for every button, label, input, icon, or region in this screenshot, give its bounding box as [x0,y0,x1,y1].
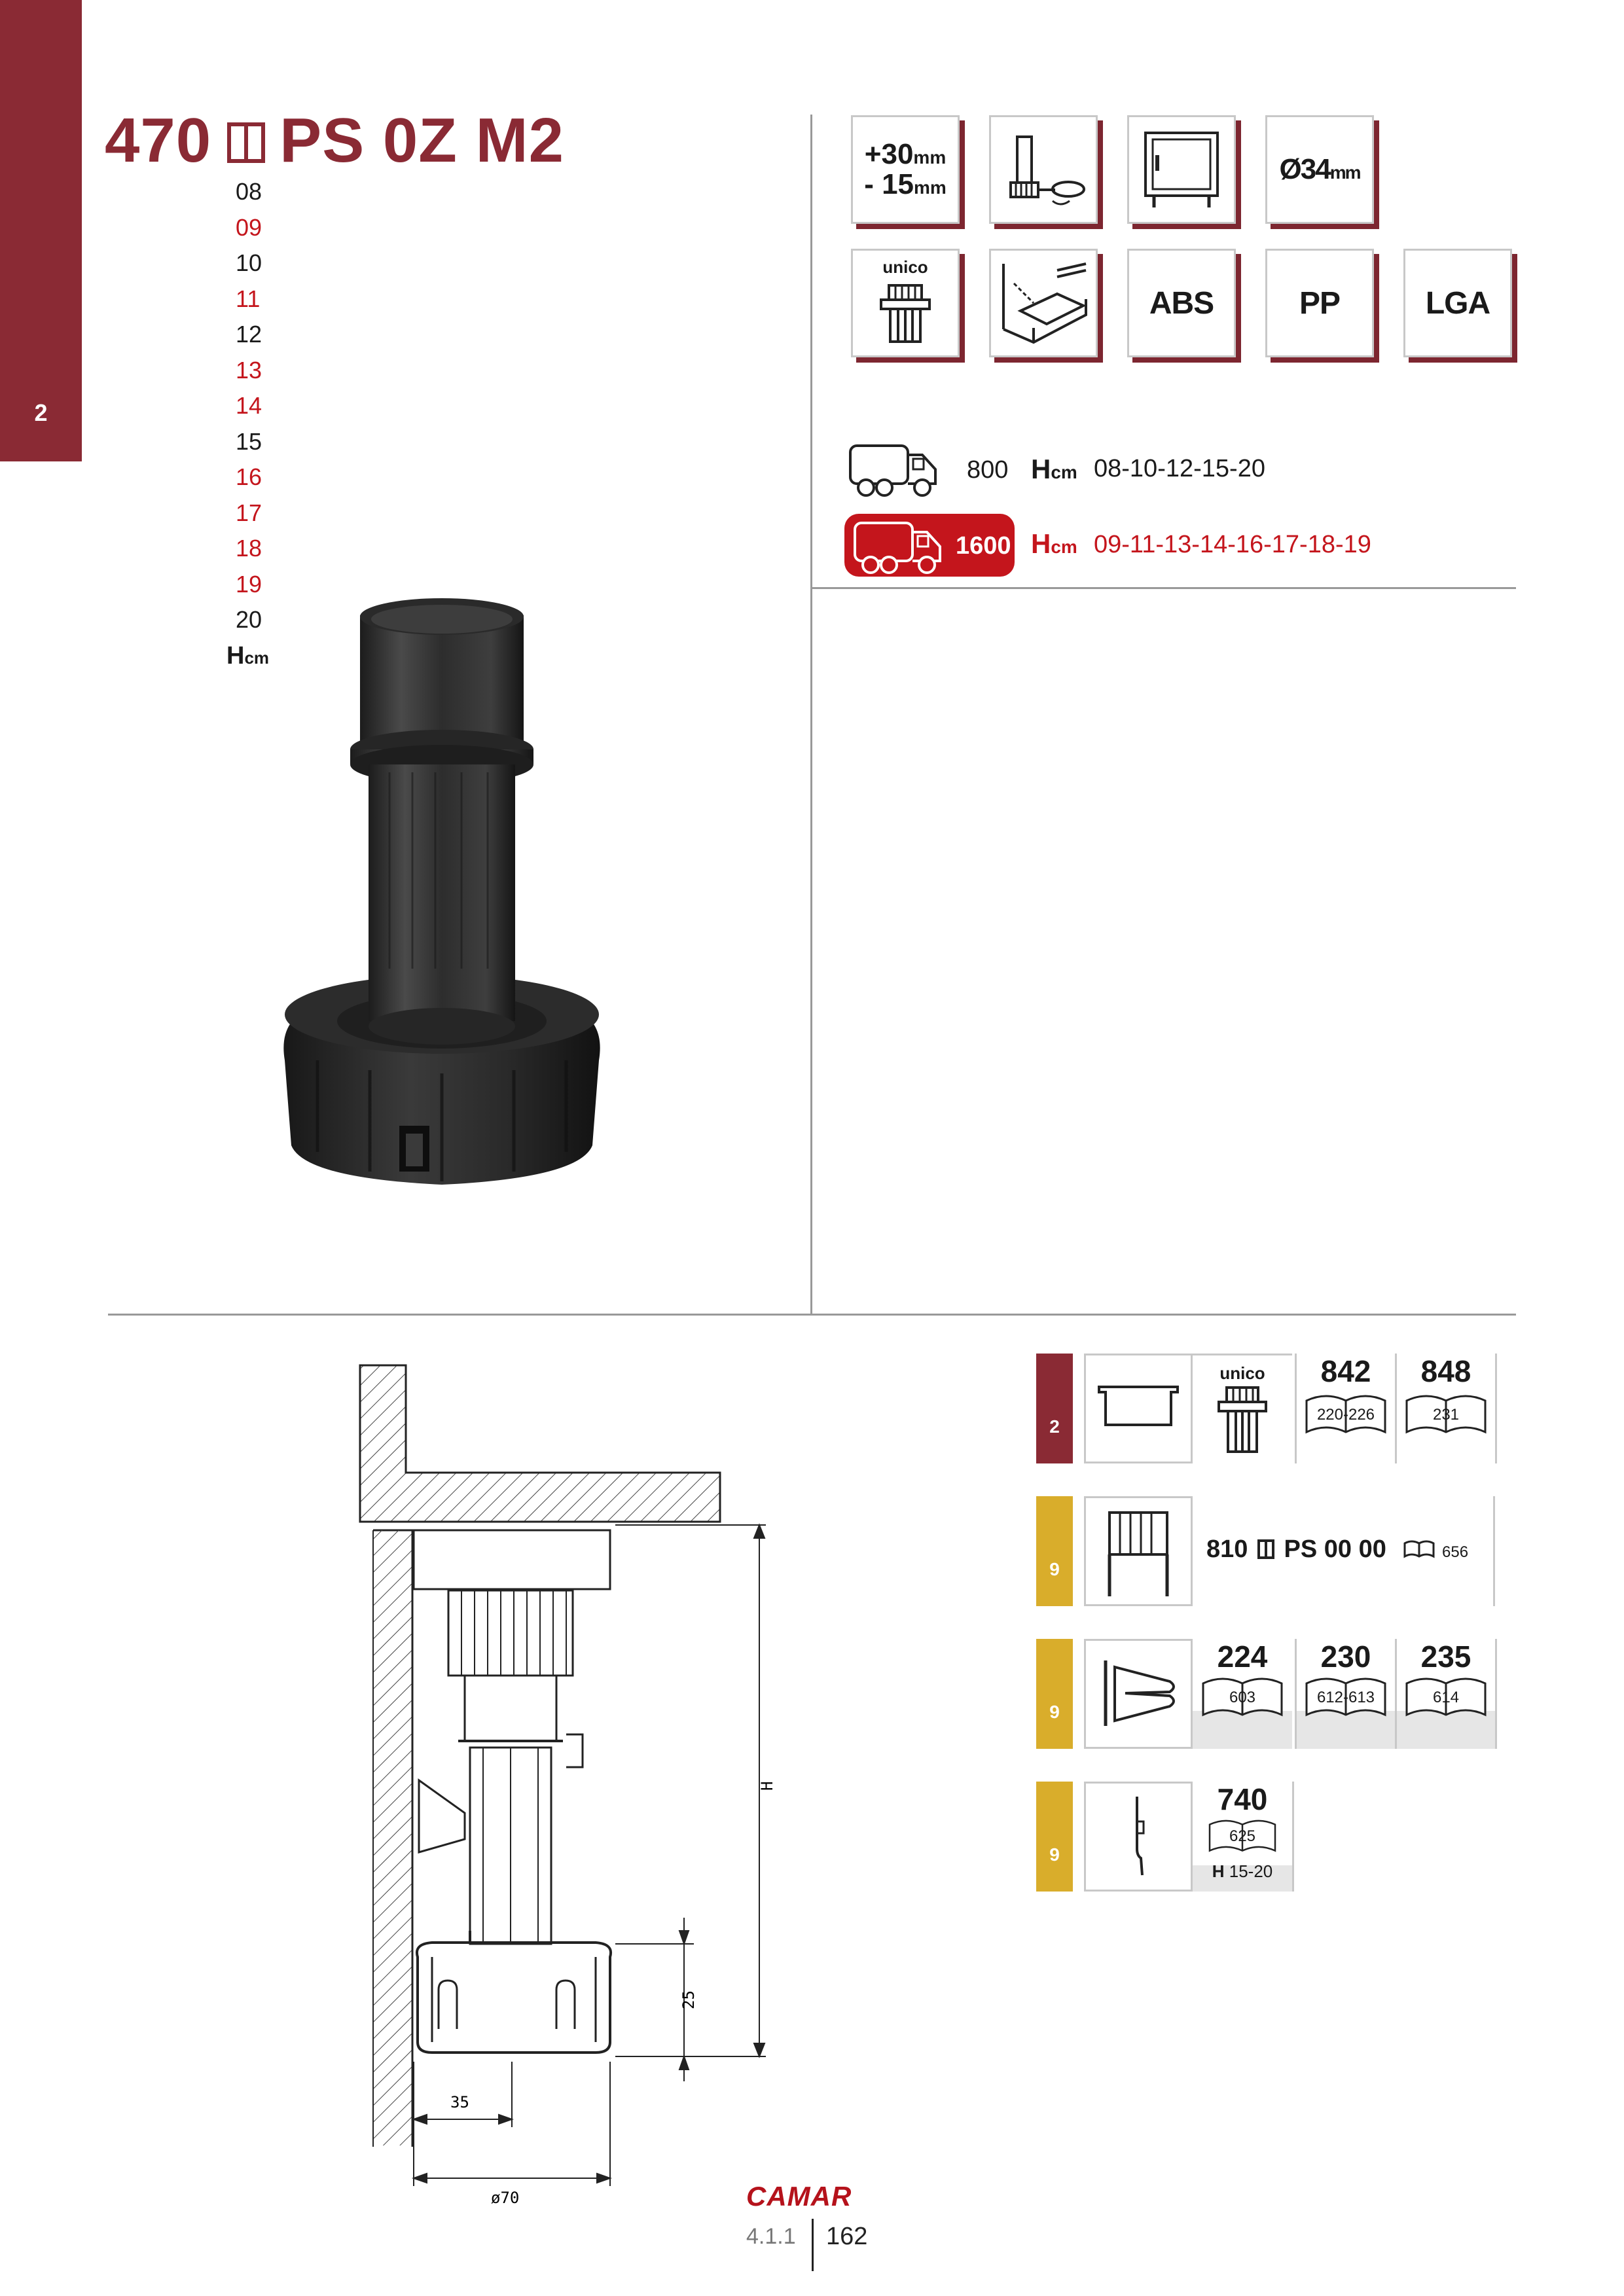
height-item: 13 [236,356,262,384]
truck-icon [852,519,944,578]
height-item: 11 [236,285,261,312]
section-number: 4.1.1 [746,2224,796,2249]
plinth-drawer-icon [994,257,1092,349]
title-prefix: 470 [105,105,212,175]
product-title [105,105,564,177]
height-item: 19 [236,570,262,598]
height-list [226,174,314,673]
height-unit: Hcm [226,641,270,670]
accessory-ref-230: 230 612-613 [1295,1639,1395,1749]
unico-clip-icon [1193,1384,1292,1462]
catalog-book-icon: 603 [1199,1674,1286,1721]
side-tab [0,0,82,461]
height-item: 14 [236,392,262,419]
category-tab: 9 [1036,1782,1073,1892]
catalog-book-icon: 625 [1199,1817,1286,1856]
badge-screwdriver-adjust [989,115,1098,224]
height-item: 20 [236,606,262,633]
badge-material-lga: LGA [1403,249,1512,357]
accessory-unico: unico [1193,1354,1292,1465]
height-note: H 15-20 [1212,1861,1273,1881]
double-box-icon [1257,1539,1274,1559]
accessory-ref-848: 848 231 [1395,1354,1497,1463]
catalog-book-icon: 231 [1403,1391,1489,1439]
category-tab: 9 [1036,1639,1073,1749]
horizontal-divider-top [810,587,1516,589]
unico-clip-icon [876,280,935,346]
badge-material-pp: PP [1265,249,1374,357]
height-item: 17 [236,499,262,526]
accessory-ref-235: 235 614 [1395,1639,1497,1749]
dim-35-label: 35 [450,2093,469,2111]
badge-diameter: Ø34mm [1265,115,1374,224]
horizontal-divider-mid [108,1314,1516,1316]
category-tab: 9 [1036,1496,1073,1606]
double-box-icon [227,122,265,163]
height-item: 08 [236,178,262,205]
shipping-qty: 1600 [956,532,1011,560]
category-tab: 2 [1036,1354,1073,1463]
height-item: 10 [236,249,262,276]
camar-logo: CAMAR [746,2181,852,2212]
badge-material-abs: ABS [1127,249,1236,357]
accessory-row-2 [1036,1496,1521,1606]
catalog-book-icon [1403,1539,1435,1559]
accessory-row-3 [1036,1639,1521,1749]
shipping-sizes: 09-11-13-14-16-17-18-19 [1094,531,1371,558]
shipping-h-label: Hcm [1031,528,1077,559]
accessory-image-plinth-seal [1084,1782,1193,1892]
height-item: 09 [236,213,262,241]
accessory-row-1 [1036,1354,1521,1463]
catalog-book-icon: 612-613 [1303,1674,1389,1721]
shipping-qty: 800 [967,456,1009,484]
shipping-h-label: Hcm [1031,454,1077,484]
dim-h-label: H [758,1781,776,1791]
height-item: 18 [236,535,262,562]
shipping-sizes: 08-10-12-15-20 [1094,455,1265,482]
badge-adjustment-range: +30mm - 15mm [851,115,960,224]
vertical-divider [810,115,812,1316]
dim-70-label: ø70 [491,2189,520,2207]
truck-icon [848,442,939,501]
side-tab-number: 2 [34,399,48,426]
badge-plinth [989,249,1098,357]
appliance-cabinet-icon [1136,124,1227,215]
screwdriver-adjust-icon [998,124,1089,215]
accessory-code-810: 810 PS 00 00 656 [1206,1535,1469,1563]
dim-25-label: 25 [679,1990,698,2009]
page-number: 162 [826,2223,868,2250]
cell-border [1493,1496,1495,1606]
accessory-image-bracket [1084,1496,1193,1606]
accessory-image-clip [1084,1639,1193,1749]
height-item: 12 [236,321,262,348]
catalog-book-icon: 220-226 [1303,1391,1389,1439]
height-item: 16 [236,463,262,490]
accessory-ref-842: 842 220-226 [1295,1354,1395,1463]
accessory-row-4 [1036,1782,1521,1892]
accessory-image-plinth-profile [1084,1354,1193,1463]
badge-unico: unico [851,249,960,357]
badge-appliance [1127,115,1236,224]
leveling-leg-photo [272,602,612,1257]
catalog-book-icon: 614 [1403,1674,1489,1721]
title-suffix: PS 0Z M2 [280,105,564,175]
footer-divider [812,2219,814,2271]
accessory-ref-740: 740 625 H 15-20 [1193,1782,1294,1892]
height-item: 15 [236,427,262,455]
accessory-ref-224: 224 603 [1193,1639,1292,1749]
